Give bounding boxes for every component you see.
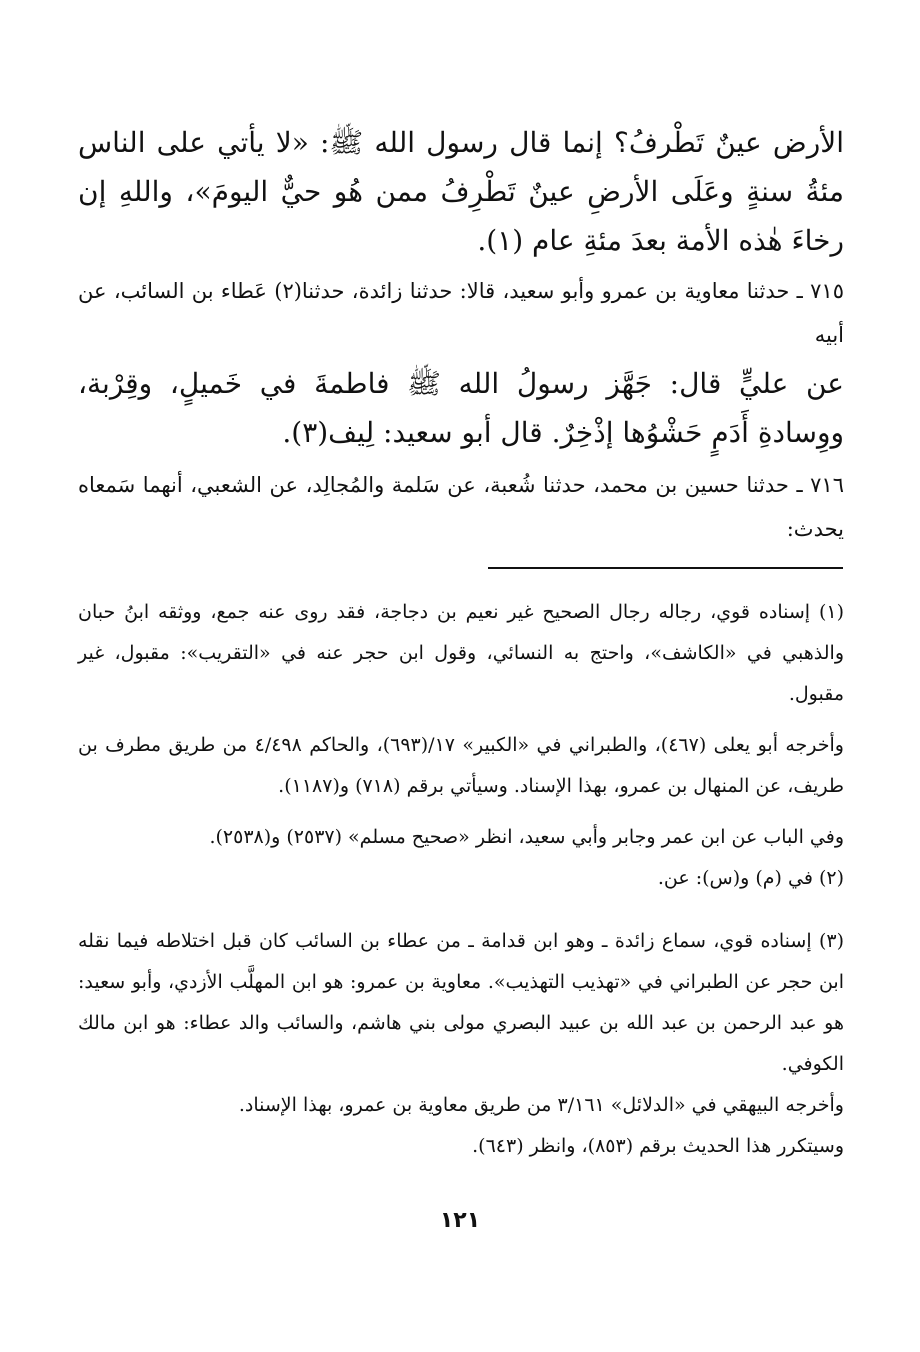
- paragraph-hadith-ending: الأرض عينٌ تَطْرفُ؟ إنما قال رسول الله ﷺ: «لا يأتي على الناس مئةُ سنةٍ وعَلَى الأرضِ عينٌ تَطْرِفُ ممن هُو حيٌّ اليومَ»، واللهِ إن رخاءَ هٰذه الأمة بعدَ مئةِ عام (١).: [78, 126, 844, 257]
- hadith-715-matn: عن عليٍّ قال: جَهَّز رسولُ الله ﷺ فاطمةَ في خَميلٍ، وقِرْبة، ووِسادةِ أَدَمٍ حَشْوُها إذْخِرٌ. قال أبو سعيد: لِيف(٣).: [78, 367, 844, 449]
- footnotes: [78, 592, 844, 1167]
- hadith-716: ٧١٦ ـ حدثنا حسين بن محمد، حدثنا شُعبة، عن سَلمة والمُجالِد، عن الشعبي، أنهما سَمعاه يحدث:: [78, 473, 844, 541]
- footnote-1: (١) إسناده قوي، رجاله رجال الصحيح غير نعيم بن دجاجة، فقد روى عنه جمع، ووثقه ابنُ حبان والذهبي في «الكاشف»، واحتج به النسائي، وقول ابن حجر عنه في «التقريب»: مقبول، غير مقبول.: [78, 601, 844, 705]
- footnote-1-bab: وفي الباب عن ابن عمر وجابر وأبي سعيد، انظر «صحيح مسلم» (٢٥٣٧) و(٢٥٣٨).: [209, 826, 844, 848]
- hadith-715-isnad: ٧١٥ ـ حدثنا معاوية بن عمرو وأبو سعيد، قالا: حدثنا زائدة، حدثنا(٢) عَطاء بن السائب، عن أبيه: [78, 279, 844, 347]
- footnote-3-cross-ref: وسيتكرر هذا الحديث برقم (٨٥٣)، وانظر (٦٤٣).: [472, 1135, 844, 1157]
- footnote-2: (٢) في (م) و(س): عن.: [657, 867, 844, 889]
- page-number: ١٢١: [439, 1208, 481, 1233]
- footnote-3: (٣) إسناده قوي، سماع زائدة ـ وهو ابن قدامة ـ من عطاء بن السائب كان قبل اختلاطه فيما نقله ابن حجر عن الطبراني في «تهذيب التهذيب». معاوية بن عمرو: هو ابن المهلَّب الأزدي، وأبو سعيد: هو عبد الرحمن بن عبد الله بن عبيد البصري مولى بني هاشم، والسائب والد عطاء: هو ابن مالك الكوفي.: [78, 930, 844, 1075]
- footnote-1-takhrij: وأخرجه أبو يعلى (٤٦٧)، والطبراني في «الكبير» ١٧/(٦٩٣)، والحاكم ٤/٤٩٨ من طريق مطرف بن طريف، عن المنهال بن عمرو، بهذا الإسناد. وسيأتي برقم (٧١٨) و(١١٨٧).: [78, 734, 844, 797]
- main-text: [78, 118, 844, 551]
- footnote-divider: [488, 567, 843, 569]
- footnote-3-takhrij: وأخرجه البيهقي في «الدلائل» ٣/١٦١ من طريق معاوية بن عمرو، بهذا الإسناد.: [238, 1094, 844, 1116]
